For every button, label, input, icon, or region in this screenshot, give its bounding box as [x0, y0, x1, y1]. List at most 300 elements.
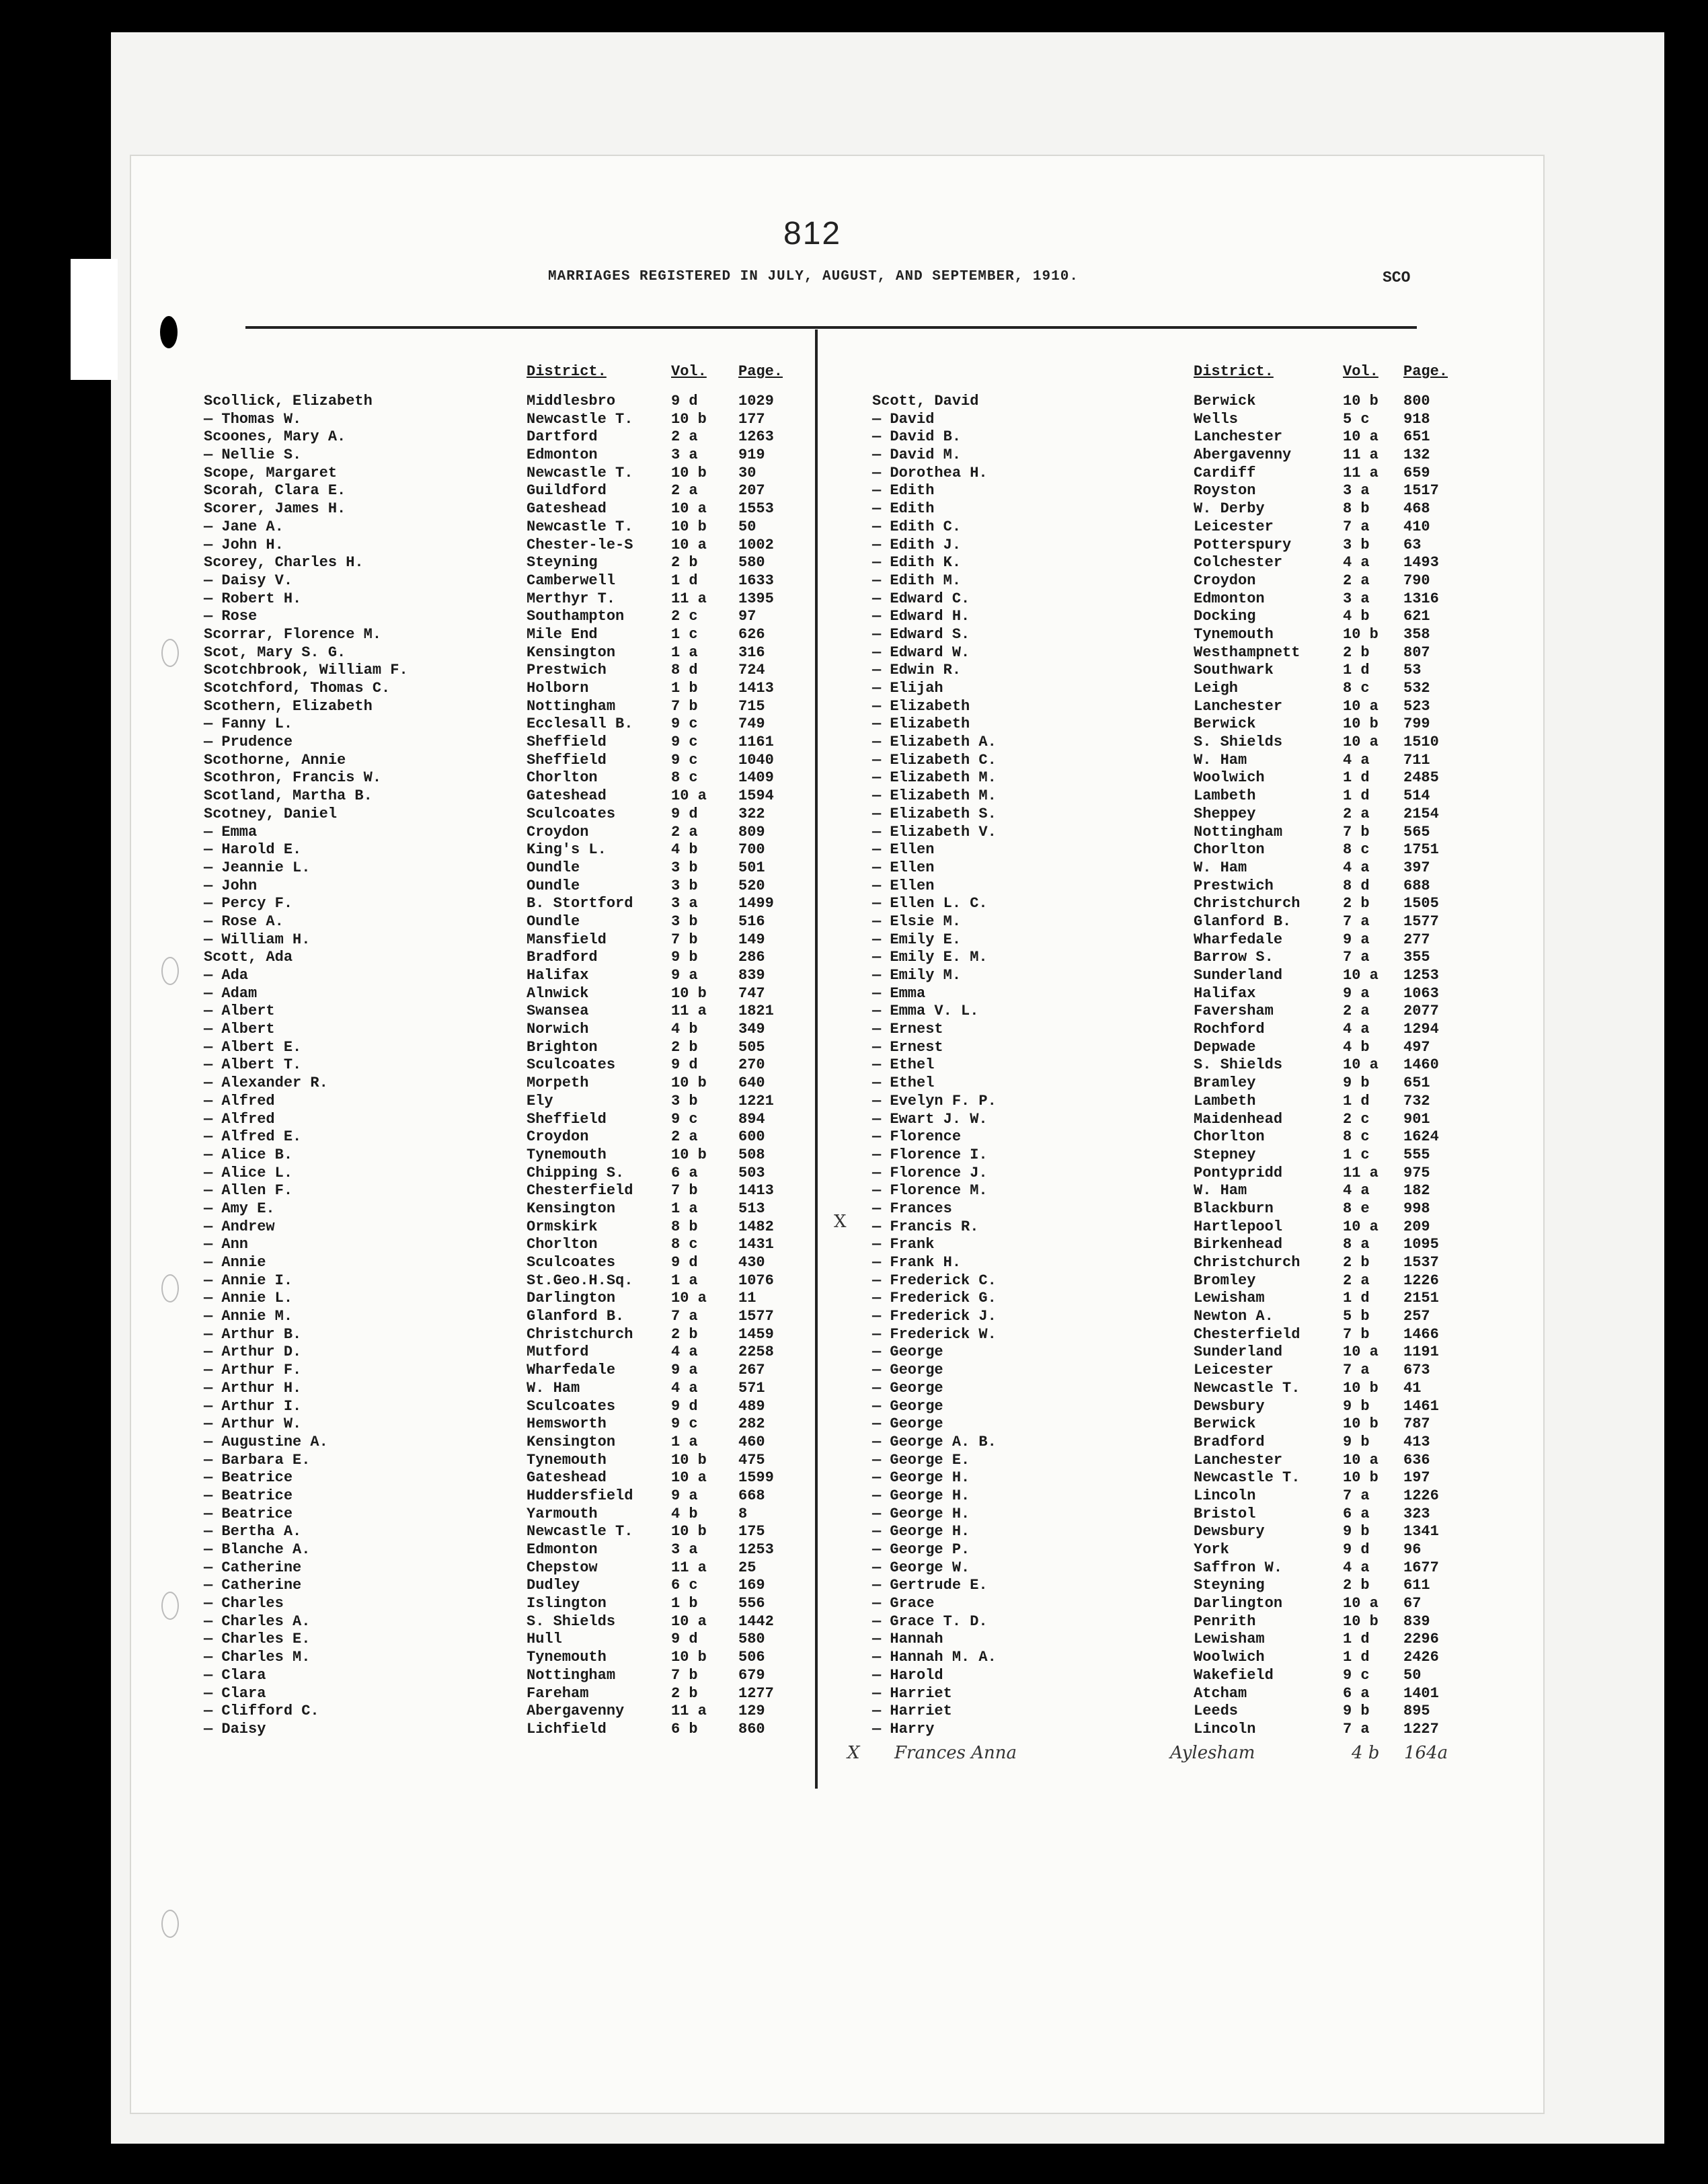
handwritten-page: 164a — [1404, 1743, 1448, 1763]
entry-district: Christchurch — [527, 1325, 633, 1343]
entry-page: 489 — [738, 1397, 765, 1415]
entry-vol: 10 b — [1343, 393, 1379, 410]
entry-page: 895 — [1403, 1703, 1430, 1720]
entry-row — [204, 1039, 809, 1057]
entry-page: 626 — [738, 625, 765, 643]
entry-row — [204, 518, 809, 537]
entry-row — [872, 1093, 1477, 1111]
left-column — [204, 363, 809, 1739]
entry-name: — Catherine — [204, 1559, 302, 1576]
entry-page: 799 — [1403, 715, 1430, 733]
entry-vol: 9 d — [671, 1397, 698, 1415]
entry-row — [204, 1595, 809, 1613]
entry-name: — Ewart J. W. — [872, 1110, 988, 1128]
binder-ring — [161, 1274, 179, 1302]
entry-vol: 10 a — [1343, 697, 1379, 715]
entry-row — [872, 1056, 1477, 1075]
entry-row — [204, 500, 809, 518]
entry-district: Birkenhead — [1194, 1236, 1283, 1253]
entry-vol: 8 e — [1343, 1200, 1370, 1217]
entry-vol: 10 b — [1343, 715, 1379, 733]
entry-district: King's L. — [527, 841, 607, 859]
entry-vol: 11 a — [671, 1003, 707, 1020]
entry-row — [204, 680, 809, 698]
entry-district: Middlesbro — [527, 393, 616, 410]
entry-row — [204, 1452, 809, 1470]
entry-district: Brighton — [527, 1038, 598, 1056]
column-divider — [815, 329, 818, 1789]
entry-row — [204, 1613, 809, 1631]
entry-vol: 4 a — [1343, 859, 1370, 876]
entry-name: — Annie — [204, 1254, 266, 1271]
entry-row — [872, 1218, 1477, 1237]
entry-page: 1505 — [1403, 895, 1439, 912]
entry-name: — Frederick J. — [872, 1308, 997, 1325]
entry-name: — Gertrude E. — [872, 1577, 988, 1594]
entry-district: Sculcoates — [527, 1056, 616, 1074]
entry-name: — Grace — [872, 1595, 935, 1612]
entry-row — [872, 752, 1477, 770]
entry-vol: 1 d — [1343, 1290, 1370, 1307]
entry-name: — Edith C. — [872, 518, 962, 535]
entry-page: 2151 — [1403, 1290, 1439, 1307]
entry-name: — Elizabeth C. — [872, 751, 997, 769]
entry-vol: 9 d — [671, 1254, 698, 1271]
entry-district: Stepney — [1194, 1146, 1256, 1163]
entry-district: Tynemouth — [1194, 625, 1274, 643]
entry-page: 688 — [1403, 877, 1430, 894]
entry-row — [204, 787, 809, 806]
entry-district: Tynemouth — [527, 1451, 607, 1469]
entry-row — [872, 1703, 1477, 1721]
entry-row — [204, 608, 809, 626]
entry-name: — Emma — [872, 984, 926, 1002]
entry-name: — Harold E. — [204, 841, 302, 859]
entry-name: — Hannah M. A. — [872, 1649, 997, 1666]
entry-page: 565 — [1403, 823, 1430, 841]
entry-vol: 4 b — [1343, 608, 1370, 625]
entry-district: Ely — [527, 1092, 553, 1109]
entry-page: 508 — [738, 1146, 765, 1163]
entry-name: — David — [872, 410, 935, 428]
entry-name: — Florence — [872, 1128, 962, 1146]
entry-row — [872, 1452, 1477, 1470]
entry-district: Newton A. — [1194, 1308, 1274, 1325]
entry-name: — Frances — [872, 1200, 952, 1217]
entry-row — [204, 734, 809, 752]
entry-vol: 4 b — [671, 841, 698, 859]
entry-row — [872, 1128, 1477, 1146]
entry-row — [872, 1236, 1477, 1254]
entry-page: 1460 — [1403, 1056, 1439, 1074]
entry-district: Leigh — [1194, 680, 1239, 697]
entry-name: — Frederick W. — [872, 1325, 997, 1343]
entry-district: Chepstow — [527, 1559, 598, 1576]
entry-row — [204, 537, 809, 555]
entry-row — [872, 1254, 1477, 1272]
entry-vol: 2 b — [671, 1684, 698, 1702]
entry-vol: 7 a — [1343, 949, 1370, 966]
entry-district: Prestwich — [1194, 877, 1274, 894]
entry-page: 919 — [738, 446, 765, 464]
entry-vol: 4 a — [671, 1343, 698, 1361]
entry-page: 787 — [1403, 1415, 1430, 1433]
entry-name: — Edith — [872, 500, 935, 518]
entry-row — [204, 1649, 809, 1667]
entry-page: 286 — [738, 949, 765, 966]
entry-vol: 2 b — [671, 554, 698, 572]
entry-page: 1316 — [1403, 590, 1439, 607]
entry-vol: 3 a — [671, 446, 698, 464]
entry-vol: 8 c — [671, 769, 698, 787]
entry-vol: 8 c — [1343, 841, 1370, 859]
margin-mark: X — [834, 1212, 847, 1232]
entry-vol: 9 b — [1343, 1075, 1370, 1092]
entry-row — [872, 1111, 1477, 1129]
entry-row — [204, 1667, 809, 1685]
entry-row — [204, 1398, 809, 1416]
entry-row — [872, 1577, 1477, 1595]
entry-district: Darlington — [1194, 1595, 1283, 1612]
entry-page: 1413 — [738, 680, 774, 697]
entry-district: Sheffield — [527, 751, 607, 769]
handwritten-mark: X — [847, 1743, 860, 1763]
entry-row — [204, 752, 809, 770]
entry-name: — Rose — [204, 608, 258, 625]
entry-page: 468 — [1403, 500, 1430, 518]
entry-page: 182 — [1403, 1182, 1430, 1200]
entry-vol: 2 c — [671, 608, 698, 625]
entry-vol: 2 a — [1343, 1272, 1370, 1289]
entry-vol: 9 b — [1343, 1397, 1370, 1415]
entry-name: — Frederick G. — [872, 1290, 997, 1307]
entry-page: 651 — [1403, 428, 1430, 446]
entry-district: Wharfedale — [1194, 931, 1283, 948]
entry-name: — Harry — [872, 1720, 935, 1738]
entry-district: Rochford — [1194, 1021, 1265, 1038]
entry-page: 177 — [738, 410, 765, 428]
entry-page: 460 — [738, 1433, 765, 1450]
entry-vol: 11 a — [671, 1703, 707, 1720]
entry-row — [204, 393, 809, 411]
entry-name: — Prudence — [204, 734, 293, 751]
entry-district: Christchurch — [1194, 1254, 1301, 1271]
entry-row — [872, 967, 1477, 985]
entry-vol: 10 a — [671, 787, 707, 805]
entry-page: 1253 — [738, 1541, 774, 1558]
entry-name: — George A. B. — [872, 1433, 997, 1450]
entry-district: S. Shields — [1194, 734, 1283, 751]
entry-row — [872, 1541, 1477, 1559]
entry-name: — Charles A. — [204, 1612, 311, 1630]
entry-page: 513 — [738, 1200, 765, 1217]
entry-district: Lambeth — [1194, 787, 1256, 805]
entry-vol: 10 b — [1343, 1415, 1379, 1433]
entry-row — [872, 411, 1477, 429]
entry-page: 918 — [1403, 410, 1430, 428]
entry-district: Cardiff — [1194, 464, 1256, 481]
entry-name: — George E. — [872, 1451, 970, 1469]
entry-vol: 10 b — [671, 518, 707, 535]
entry-page: 516 — [738, 912, 765, 930]
entry-page: 30 — [738, 464, 756, 481]
entry-district: Ormskirk — [527, 1218, 598, 1235]
entry-name: — Frank — [872, 1236, 935, 1253]
entry-name: — Hannah — [872, 1631, 943, 1648]
entry-name: — Daisy — [204, 1720, 266, 1738]
entry-name: — Jeannie L. — [204, 859, 311, 876]
entry-page: 556 — [738, 1595, 765, 1612]
entry-district: Newcastle T. — [1194, 1379, 1301, 1397]
entry-page: 839 — [738, 967, 765, 984]
entry-name: — Nellie S. — [204, 446, 302, 464]
entry-name: — George — [872, 1415, 943, 1433]
entry-vol: 4 a — [1343, 554, 1370, 572]
entry-district: Prestwich — [527, 662, 607, 679]
entry-name: — Emma V. L. — [872, 1003, 979, 1020]
entry-row — [204, 1380, 809, 1398]
entry-row — [204, 644, 809, 662]
entry-page: 732 — [1403, 1092, 1430, 1109]
entry-vol: 10 b — [1343, 1612, 1379, 1630]
entry-name: — Arthur D. — [204, 1343, 302, 1361]
entry-district: Kensington — [527, 1433, 616, 1450]
entry-district: Hemsworth — [527, 1415, 607, 1433]
entry-vol: 2 b — [1343, 1577, 1370, 1594]
entry-vol: 9 b — [1343, 1523, 1370, 1540]
entry-page: 651 — [1403, 1075, 1430, 1092]
entry-page: 1409 — [738, 769, 774, 787]
entry-row — [204, 1631, 809, 1649]
entry-district: Bradford — [527, 949, 598, 966]
entry-name: — Elijah — [872, 680, 943, 697]
entry-row — [872, 1200, 1477, 1218]
entry-district: Kensington — [527, 1200, 616, 1217]
entry-district: Lewisham — [1194, 1631, 1265, 1648]
handwritten-district: Aylesham — [1170, 1743, 1255, 1763]
entry-name: — Albert T. — [204, 1056, 302, 1074]
entry-name: — Edith — [872, 482, 935, 500]
entry-row — [204, 1415, 809, 1434]
entry-page: 129 — [738, 1703, 765, 1720]
entry-row — [872, 769, 1477, 787]
entry-name: — Clifford C. — [204, 1703, 319, 1720]
entry-row — [872, 787, 1477, 806]
entry-page: 1226 — [1403, 1272, 1439, 1289]
entry-vol: 10 a — [671, 1290, 707, 1307]
entry-row — [204, 1093, 809, 1111]
entry-page: 790 — [1403, 572, 1430, 589]
entry-vol: 10 b — [1343, 1469, 1379, 1487]
entry-name: — Edith M. — [872, 572, 962, 589]
entry-page: 1401 — [1403, 1684, 1439, 1702]
entry-name: — Annie L. — [204, 1290, 293, 1307]
entry-vol: 10 a — [1343, 734, 1379, 751]
entry-district: Holborn — [527, 680, 589, 697]
entry-page: 1161 — [738, 734, 774, 751]
entry-page: 2258 — [738, 1343, 774, 1361]
entry-page: 1553 — [738, 500, 774, 518]
entry-row — [872, 1721, 1477, 1739]
entry-vol: 4 b — [671, 1021, 698, 1038]
entry-name: — Amy E. — [204, 1200, 275, 1217]
entry-name: Scothron, Francis W. — [204, 769, 382, 787]
entry-name: — Edwin R. — [872, 662, 962, 679]
entry-name: — Albert — [204, 1021, 275, 1038]
entry-page: 580 — [738, 1631, 765, 1648]
entry-vol: 2 b — [671, 1038, 698, 1056]
entry-vol: 9 c — [671, 751, 698, 769]
entry-vol: 7 b — [1343, 823, 1370, 841]
entry-page: 807 — [1403, 644, 1430, 661]
entry-page: 1294 — [1403, 1021, 1439, 1038]
entry-row — [204, 824, 809, 842]
entry-name: — Alfred — [204, 1110, 275, 1128]
entry-name: Scotland, Martha B. — [204, 787, 373, 805]
entry-page: 1227 — [1403, 1720, 1439, 1738]
entry-name: — Bertha A. — [204, 1523, 302, 1540]
entry-vol: 3 a — [671, 1541, 698, 1558]
entry-vol: 10 a — [1343, 1343, 1379, 1361]
entry-page: 1493 — [1403, 554, 1439, 572]
entry-page: 397 — [1403, 859, 1430, 876]
entry-vol: 10 a — [1343, 428, 1379, 446]
entry-vol: 3 a — [671, 895, 698, 912]
entry-district: Bromley — [1194, 1272, 1256, 1289]
entry-row — [872, 806, 1477, 824]
entry-district: Abergavenny — [527, 1703, 625, 1720]
entry-name: — Emily E. — [872, 931, 962, 948]
entry-district: Steyning — [527, 554, 598, 572]
entry-page: 67 — [1403, 1595, 1422, 1612]
entry-district: Sunderland — [1194, 967, 1283, 984]
entry-district: S. Shields — [527, 1612, 616, 1630]
entry-row — [872, 590, 1477, 609]
entry-name: — George H. — [872, 1469, 970, 1487]
entry-vol: 1 b — [671, 1595, 698, 1612]
entry-name: — George — [872, 1379, 943, 1397]
entry-name: — Ann — [204, 1236, 249, 1253]
entry-row — [204, 554, 809, 572]
entry-vol: 2 a — [671, 428, 698, 446]
entry-page: 1095 — [1403, 1236, 1439, 1253]
entry-district: Sheffield — [527, 1110, 607, 1128]
entry-vol: 3 b — [671, 912, 698, 930]
entry-row — [204, 465, 809, 483]
entry-district: Wharfedale — [527, 1362, 616, 1379]
entry-vol: 9 a — [671, 1487, 698, 1504]
entry-district: Chesterfield — [527, 1182, 633, 1200]
entry-vol: 9 c — [1343, 1666, 1370, 1684]
entry-name: — Ellen — [872, 841, 935, 859]
entry-row — [872, 465, 1477, 483]
entry-name: — Fanny L. — [204, 715, 293, 733]
binder-ring — [161, 1592, 179, 1620]
entry-page: 25 — [738, 1559, 756, 1576]
entry-row — [872, 715, 1477, 734]
entry-district: Atcham — [1194, 1684, 1247, 1702]
entry-page: 975 — [1403, 1164, 1430, 1181]
entry-row — [872, 734, 1477, 752]
entry-vol: 7 b — [671, 697, 698, 715]
entry-page: 1537 — [1403, 1254, 1439, 1271]
entry-row — [204, 878, 809, 896]
entry-district: Berwick — [1194, 715, 1256, 733]
entry-row — [204, 1111, 809, 1129]
entry-row — [872, 1631, 1477, 1649]
entry-district: Royston — [1194, 482, 1256, 500]
entry-row — [204, 1541, 809, 1559]
entry-name: — Elizabeth M. — [872, 769, 997, 787]
entry-page: 63 — [1403, 536, 1422, 553]
entry-name: Scotchbrook, William F. — [204, 662, 408, 679]
entry-name: — Ethel — [872, 1056, 935, 1074]
entry-page: 2077 — [1403, 1003, 1439, 1020]
entry-name: — Harriet — [872, 1703, 952, 1720]
entry-name: — Grace T. D. — [872, 1612, 988, 1630]
entry-vol: 1 d — [1343, 1631, 1370, 1648]
entry-page: 1466 — [1403, 1325, 1439, 1343]
entry-page: 316 — [738, 644, 765, 661]
entry-vol: 3 b — [671, 877, 698, 894]
entry-district: Bristol — [1194, 1505, 1256, 1522]
entry-district: Islington — [527, 1595, 607, 1612]
entry-row — [204, 841, 809, 859]
entry-page: 1459 — [738, 1325, 774, 1343]
entry-page: 169 — [738, 1577, 765, 1594]
entry-vol: 10 b — [671, 984, 707, 1002]
entry-vol: 1 d — [1343, 787, 1370, 805]
entry-vol: 1 d — [1343, 1649, 1370, 1666]
entry-district: Sculcoates — [527, 1397, 616, 1415]
entry-vol: 9 c — [671, 1415, 698, 1433]
entry-vol: 8 d — [1343, 877, 1370, 894]
entry-row — [204, 428, 809, 446]
entry-name: — Elizabeth A. — [872, 734, 997, 751]
entry-row — [204, 931, 809, 949]
entry-page: 679 — [738, 1666, 765, 1684]
entry-page: 1577 — [738, 1308, 774, 1325]
entry-name: Scoones, Mary A. — [204, 428, 346, 446]
entry-name: — Harriet — [872, 1684, 952, 1702]
entry-vol: 10 a — [671, 536, 707, 553]
entry-name: — Edward S. — [872, 625, 970, 643]
entry-page: 860 — [738, 1720, 765, 1738]
entry-page: 555 — [1403, 1146, 1430, 1163]
entry-district: W. Ham — [1194, 859, 1247, 876]
entry-name: — Elizabeth V. — [872, 823, 997, 841]
entry-vol: 1 a — [671, 644, 698, 661]
entry-vol: 9 d — [671, 805, 698, 822]
entry-row — [204, 1003, 809, 1021]
entry-district: Edmonton — [527, 1541, 598, 1558]
entry-row — [872, 428, 1477, 446]
entry-name: — Ellen — [872, 859, 935, 876]
entry-vol: 2 b — [671, 1325, 698, 1343]
entry-page: 1413 — [738, 1182, 774, 1200]
entry-page: 1277 — [738, 1684, 774, 1702]
entry-district: Glanford B. — [527, 1308, 625, 1325]
entry-page: 50 — [1403, 1666, 1422, 1684]
entry-name: — Arthur H. — [204, 1379, 302, 1397]
entry-row — [872, 662, 1477, 680]
entry-name: — Alice B. — [204, 1146, 293, 1163]
entry-name: — Alexander R. — [204, 1075, 328, 1092]
entry-district: Tynemouth — [527, 1146, 607, 1163]
entry-vol: 1 d — [1343, 1092, 1370, 1109]
entry-row — [204, 446, 809, 465]
entry-row — [204, 626, 809, 644]
